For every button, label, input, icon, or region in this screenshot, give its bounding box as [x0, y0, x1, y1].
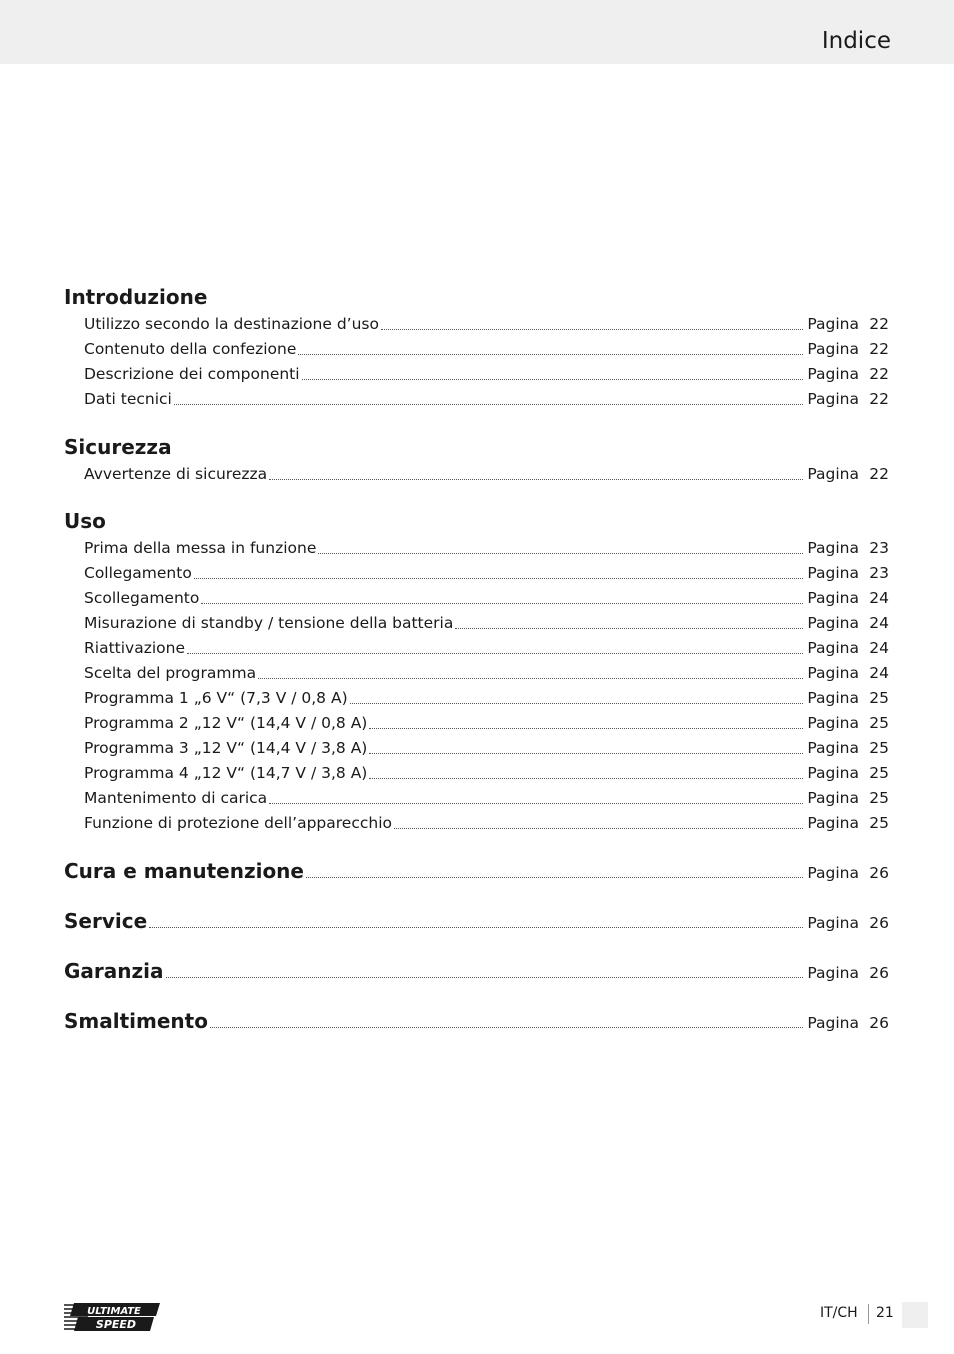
dot-leader	[369, 728, 803, 729]
toc-section-sicurezza	[64, 432, 889, 487]
entry-label: Programma 1 „6 V“ (7,3 V / 0,8 A)	[84, 689, 348, 707]
dot-leader	[174, 404, 804, 405]
table-of-contents	[64, 282, 889, 1056]
dot-leader	[318, 553, 803, 554]
corner-tab	[902, 1302, 928, 1328]
toc-entry[interactable]	[64, 561, 889, 586]
dot-leader	[269, 479, 803, 480]
page-title: Indice	[821, 28, 891, 54]
entry-label: Programma 2 „12 V“ (14,4 V / 0,8 A)	[84, 714, 368, 732]
toc-entry[interactable]	[64, 536, 889, 561]
page-number: 25	[869, 814, 889, 832]
entry-page	[807, 811, 889, 836]
entry-label: Descrizione dei componenti	[84, 365, 300, 383]
spacer	[64, 412, 889, 432]
entry-label: Utilizzo secondo la destinazione d’uso	[84, 315, 379, 333]
toc-major-smaltimento[interactable]	[64, 1006, 889, 1036]
toc-entry[interactable]	[64, 761, 889, 786]
page-number: 22	[869, 390, 889, 408]
toc-entry[interactable]	[64, 586, 889, 611]
toc-entry[interactable]	[64, 312, 889, 337]
page-word: Pagina	[807, 340, 859, 358]
page-word: Pagina	[807, 639, 859, 657]
entry-label: Programma 4 „12 V“ (14,7 V / 3,8 A)	[84, 764, 368, 782]
dot-leader	[269, 803, 803, 804]
toc-entry[interactable]	[64, 786, 889, 811]
dot-leader	[149, 927, 803, 928]
header-band	[0, 0, 954, 64]
dot-leader	[298, 354, 803, 355]
entry-page	[807, 761, 889, 786]
page-number: 22	[869, 315, 889, 333]
toc-entry[interactable]	[64, 711, 889, 736]
page-word: Pagina	[807, 964, 859, 982]
toc-entry[interactable]	[64, 811, 889, 836]
entry-label: Prima della messa in funzione	[84, 539, 317, 557]
country-code: IT/CH	[820, 1305, 858, 1321]
page-number: 25	[869, 714, 889, 732]
toc-entry[interactable]	[64, 462, 889, 487]
logo-text-bottom: SPEED	[95, 1318, 137, 1331]
dot-leader	[350, 703, 804, 704]
toc-entry[interactable]	[64, 636, 889, 661]
dot-leader	[166, 977, 804, 978]
page-word: Pagina	[807, 365, 859, 383]
toc-entry[interactable]	[64, 362, 889, 387]
page-word: Pagina	[807, 315, 859, 333]
dot-leader	[194, 578, 804, 579]
spacer	[64, 487, 889, 506]
page-number: 26	[869, 1014, 889, 1032]
entry-label: Scelta del programma	[84, 664, 257, 682]
section-heading: Uso	[64, 509, 106, 533]
entry-page	[807, 711, 889, 736]
page-number: 24	[869, 664, 889, 682]
page-number: 23	[869, 539, 889, 557]
page-number: 22	[869, 465, 889, 483]
page-word: Pagina	[807, 864, 859, 882]
page-word: Pagina	[807, 589, 859, 607]
entry-page	[807, 636, 889, 661]
dot-leader	[394, 828, 803, 829]
entry-page	[807, 958, 889, 988]
page-word: Pagina	[807, 739, 859, 757]
entry-page	[807, 858, 889, 888]
dot-leader	[187, 653, 803, 654]
page-number: 26	[869, 864, 889, 882]
major-label: Service	[64, 909, 148, 933]
toc-section-introduzione	[64, 282, 889, 412]
section-heading: Sicurezza	[64, 435, 172, 459]
entry-page	[807, 786, 889, 811]
entry-page	[807, 586, 889, 611]
entry-label: Funzione di protezione dell’apparecchio	[84, 814, 392, 832]
page-word: Pagina	[807, 465, 859, 483]
dot-leader	[369, 778, 803, 779]
logo-text-top: ULTIMATE	[87, 1306, 141, 1317]
entry-label: Contenuto della confezione	[84, 340, 297, 358]
page-word: Pagina	[807, 914, 859, 932]
page-number: 25	[869, 739, 889, 757]
entry-page	[807, 362, 889, 387]
entry-label: Scollegamento	[84, 589, 200, 607]
entry-page	[807, 312, 889, 337]
page-word: Pagina	[807, 689, 859, 707]
page-number: 26	[869, 914, 889, 932]
toc-major-service[interactable]	[64, 906, 889, 936]
toc-section-uso	[64, 506, 889, 836]
entry-page	[807, 337, 889, 362]
dot-leader	[306, 877, 803, 878]
entry-label: Mantenimento di carica	[84, 789, 268, 807]
entry-page	[807, 661, 889, 686]
page-number: 26	[869, 964, 889, 982]
page-word: Pagina	[807, 539, 859, 557]
entry-page	[807, 686, 889, 711]
entry-label: Riattivazione	[84, 639, 185, 657]
entry-page	[807, 908, 889, 938]
entry-page	[807, 1008, 889, 1038]
entry-page	[807, 736, 889, 761]
entry-page	[807, 561, 889, 586]
major-label: Smaltimento	[64, 1009, 208, 1033]
page-word: Pagina	[807, 789, 859, 807]
page-number: 24	[869, 589, 889, 607]
page-word: Pagina	[807, 1014, 859, 1032]
dot-leader	[381, 329, 803, 330]
page-number-footer: 21	[876, 1305, 894, 1321]
page-word: Pagina	[807, 664, 859, 682]
entry-label: Avvertenze di sicurezza	[84, 465, 268, 483]
toc-entry[interactable]	[64, 661, 889, 686]
major-label: Cura e manutenzione	[64, 859, 304, 883]
page-number: 24	[869, 639, 889, 657]
entry-label: Dati tecnici	[84, 390, 172, 408]
entry-page	[807, 536, 889, 561]
page-word: Pagina	[807, 614, 859, 632]
page-number: 22	[869, 340, 889, 358]
entry-page	[807, 611, 889, 636]
entry-label: Misurazione di standby / tensione della batteria	[84, 614, 454, 632]
entry-label: Collegamento	[84, 564, 192, 582]
page-word: Pagina	[807, 714, 859, 732]
page-number: 23	[869, 564, 889, 582]
page-number: 25	[869, 789, 889, 807]
ultimate-speed-logo	[64, 1302, 162, 1332]
major-label: Garanzia	[64, 959, 164, 983]
entry-page	[807, 387, 889, 412]
page-number: 24	[869, 614, 889, 632]
page-number: 25	[869, 764, 889, 782]
dot-leader	[302, 379, 804, 380]
toc-major-garanzia[interactable]	[64, 956, 889, 986]
page-word: Pagina	[807, 390, 859, 408]
page-number: 25	[869, 689, 889, 707]
dot-leader	[369, 753, 803, 754]
dot-leader	[201, 603, 803, 604]
dot-leader	[455, 628, 803, 629]
spacer	[64, 836, 889, 856]
entry-label: Programma 3 „12 V“ (14,4 V / 3,8 A)	[84, 739, 368, 757]
dot-leader	[210, 1027, 803, 1028]
page-word: Pagina	[807, 814, 859, 832]
section-heading: Introduzione	[64, 285, 208, 309]
dot-leader	[258, 678, 803, 679]
page-number: 22	[869, 365, 889, 383]
toc-entry[interactable]	[64, 387, 889, 412]
page-word: Pagina	[807, 564, 859, 582]
footer-divider	[868, 1304, 869, 1324]
toc-entry[interactable]	[64, 686, 889, 711]
toc-entry[interactable]	[64, 611, 889, 636]
toc-entry[interactable]	[64, 337, 889, 362]
toc-entry[interactable]	[64, 736, 889, 761]
page-word: Pagina	[807, 764, 859, 782]
toc-major-cura[interactable]	[64, 856, 889, 886]
entry-page	[807, 462, 889, 487]
